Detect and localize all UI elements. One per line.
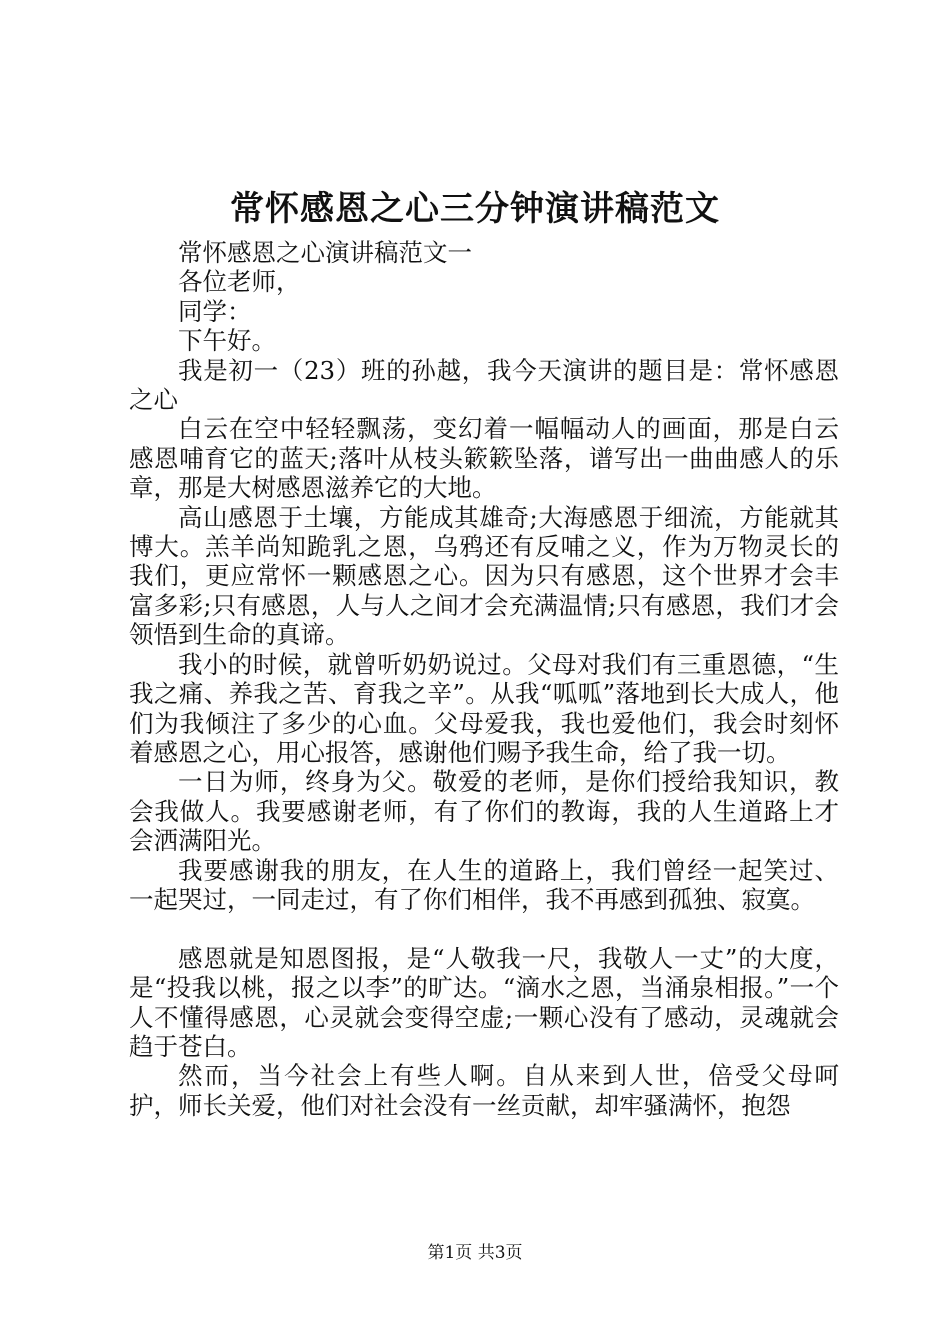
paragraph: 下午好。 [178, 326, 276, 356]
paragraph: 然而，当今社会上有些人啊。自从来到人世，倍受父母呵护，师长关爱，他们对社会没有一丝贡献，却牢骚满怀，抱怨 [129, 1061, 839, 1120]
paragraph: 一日为师，终身为父。敬爱的老师，是你们授给我知识，教会我做人。我要感谢老师，有了你们的教诲，我的人生道路上才会洒满阳光。 [129, 767, 839, 856]
paragraph: 高山感恩于土壤，方能成其雄奇;大海感恩于细流，方能就其博大。羔羊尚知跪乳之恩，乌鸦还有反哺之义，作为万物灵长的我们，更应常怀一颗感恩之心。因为只有感恩，这个世界才会丰富多彩;只有感恩，人与人之间才会充满温情;只有感恩，我们才会领悟到生命的真谛。 [129, 502, 839, 650]
paragraph-spacer [129, 914, 839, 943]
page-title: 常怀感恩之心三分钟演讲稿范文 [230, 189, 720, 229]
paragraph: 我小的时候，就曾听奶奶说过。父母对我们有三重恩德，“生我之痛、养我之苦、育我之辛”。从我“呱呱”落地到长大成人，他们为我倾注了多少的心血。父母爱我，我也爱他们，我会时刻怀着感恩之心，用心报答，感谢他们赐予我生命，给了我一切。 [129, 649, 839, 767]
paragraph: 我是初一（23）班的孙越，我今天演讲的题目是：常怀感恩之心 [129, 355, 839, 415]
paragraph: 感恩就是知恩图报，是“人敬我一尺，我敬人一丈”的大度，是“投我以桃，报之以李”的旷达。“滴水之恩，当涌泉相报。”一个人不懂得感恩，心灵就会变得空虚;一颗心没有了感动，灵魂就会趋于苍白。 [129, 943, 839, 1061]
paragraph: 我要感谢我的朋友，在人生的道路上，我们曾经一起笑过、一起哭过，一同走过，有了你们相伴，我不再感到孤独、寂寞。 [129, 855, 839, 914]
document-body [129, 238, 839, 1120]
page-footer: 第1页 共3页 [427, 1243, 523, 1263]
paragraph: 同学： [178, 296, 252, 326]
paragraph: 白云在空中轻轻飘荡，变幻着一幅幅动人的画面，那是白云感恩哺育它的蓝天;落叶从枝头簌簌坠落，谱写出一曲曲感人的乐章，那是大树感恩滋养它的大地。 [129, 414, 839, 503]
paragraph: 常怀感恩之心演讲稿范文一 [178, 238, 472, 267]
paragraph: 各位老师， [178, 267, 301, 297]
